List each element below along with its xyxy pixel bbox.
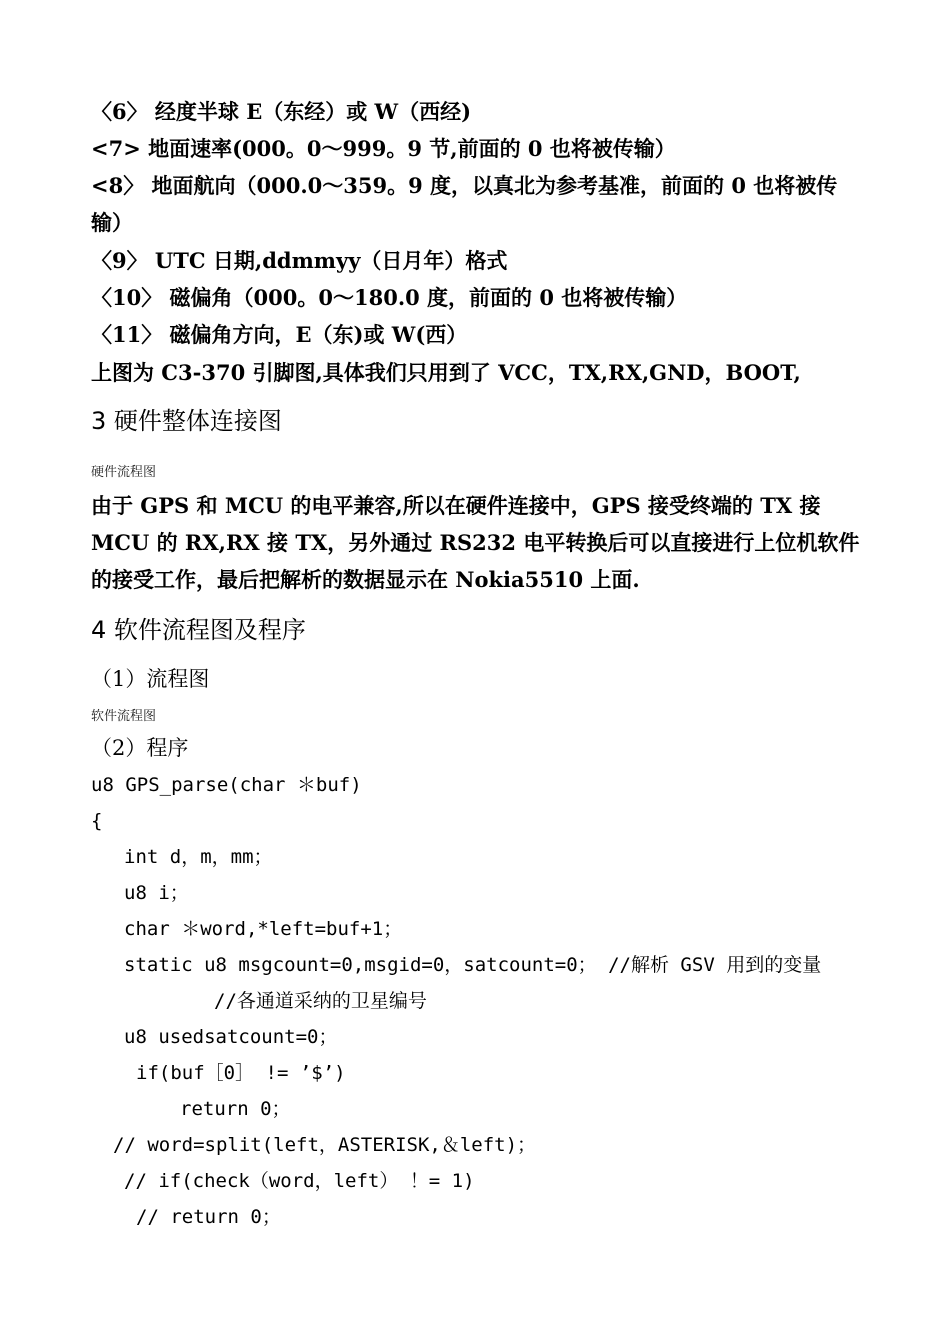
code-line: // if(check（word，left） ！= 1) <box>124 1170 475 1192</box>
field-6-line: 〈6〉 经度半球 E（东经）或 W（西经) <box>91 99 472 124</box>
pin-description: 上图为 C3-370 引脚图,具体我们只用到了 VCC，TX,RX,GND，BOOT, <box>91 360 801 385</box>
code-line: // return 0； <box>136 1206 281 1228</box>
field-8-line-cont: 输） <box>91 210 133 235</box>
code-line: u8 usedsatcount=0； <box>124 1026 338 1048</box>
field-9-line: 〈9〉 UTC 日期,ddmmyy（日月年）格式 <box>91 248 508 273</box>
code-line: u8 GPS_parse(char ＊buf) <box>91 774 362 796</box>
code-line: { <box>91 810 103 832</box>
field-7-line: <7> 地面速率(000。0～999。9 节,前面的 0 也将被传输） <box>91 136 676 161</box>
subsection-program: （2）程序 <box>91 736 189 760</box>
code-line: return 0； <box>180 1098 291 1120</box>
code-line: if(buf［0］ != ’$’) <box>136 1062 346 1084</box>
hardware-figure-caption: 硬件流程图 <box>91 465 157 480</box>
hardware-paragraph-line-3: 的接受工作，最后把解析的数据显示在 Nokia5510 上面. <box>91 567 640 592</box>
section-3-heading: 3 硬件整体连接图 <box>91 407 282 435</box>
code-line: // word=split(left，ASTERISK,＆left)； <box>113 1134 537 1156</box>
hardware-paragraph-line-1: 由于 GPS 和 MCU 的电平兼容,所以在硬件连接中，GPS 接受终端的 TX 接 <box>91 493 821 518</box>
code-line: static u8 msgcount=0,msgid=0，satcount=0； //解析 GSV 用到的变量 <box>124 954 822 976</box>
hardware-paragraph-line-2: MCU 的 RX,RX 接 TX，另外通过 RS232 电平转换后可以直接进行上位机软件 <box>91 530 860 555</box>
field-11-line: 〈11〉 磁偏角方向，E（东)或 W(西） <box>91 322 468 347</box>
code-line: u8 i； <box>124 882 189 904</box>
field-10-line: 〈10〉 磁偏角（000。0～180.0 度，前面的 0 也将被传输） <box>91 285 688 310</box>
code-line: int d，m，mm； <box>124 846 273 868</box>
subsection-flowchart: （1）流程图 <box>91 667 210 691</box>
code-line: //各通道采纳的卫星编号 <box>214 990 427 1012</box>
field-8-line: <8〉 地面航向（000.0～359。9 度，以真北为参考基准，前面的 0 也将被传 <box>91 173 838 198</box>
code-line: char ＊word,*left=buf+1； <box>124 918 403 940</box>
section-4-heading: 4 软件流程图及程序 <box>91 616 306 644</box>
software-figure-caption: 软件流程图 <box>91 709 157 724</box>
